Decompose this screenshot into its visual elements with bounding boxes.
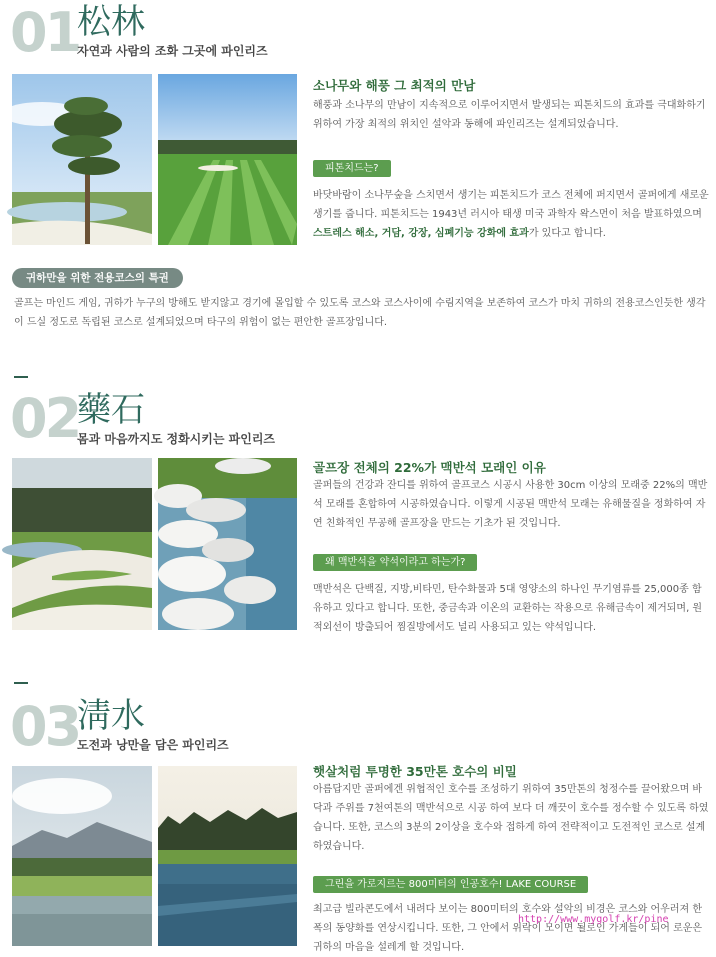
mountain-lake-photo bbox=[12, 766, 152, 946]
private-course-description: 골프는 마인드 게임, 귀하가 누구의 방해도 받지않고 경기에 몰입할 수 있도록 코스와 코스사이에 수림지역을 보존하여 코스가 마치 귀하의 전용코스인듯한 생각이 드실 정도로 독립된 코스로 설계되었으며 타구의 위험이 없는 편안한 골프장입니다. bbox=[14, 298, 706, 328]
section-description: 아름답지만 골퍼에겐 위협적인 호수를 조성하기 위하여 35만톤의 청정수를 끌어왔으며 바닥과 주위를 7천여톤의 맥반석으로 시공 하여 보다 더 깨끗이 호수를 정수할 수 있도록 하였습니다. 또한, 코스의 3분의 2이상을 호수와 접하게 하여 전략적이고 도전적인 코스로 설계하였습니다. bbox=[313, 784, 709, 852]
pine-tree-photo bbox=[12, 74, 152, 245]
section-subtitle: 자연과 사람의 조화 그곳에 파인리즈 bbox=[77, 44, 268, 58]
sand-bunker-photo bbox=[12, 458, 152, 630]
section-number: 01 bbox=[10, 1, 80, 64]
section-description: 해풍과 소나무의 만남이 지속적으로 이루어지면서 발생되는 피톤치드의 효과를 극대화하기 위하여 가장 최적의 위치인 설악과 동해에 파인리즈는 설계되었습니다. bbox=[313, 100, 706, 130]
private-course-pill: 귀하만을 위한 전용코스의 특권 bbox=[12, 268, 183, 288]
phytoncide-text: 바닷바람이 소나무숲을 스치면서 생기는 피톤치드가 코스 전체에 퍼지면서 골퍼에게 새로운 생기를 줍니다. 피톤치드는 1943년 러시아 태생 미국 과학자 왁스먼이 처음 발표하였으며 bbox=[313, 190, 709, 220]
section-heading: 햇살처럼 투명한 35만톤 호수의 비밀 bbox=[313, 764, 517, 779]
section-detail: 맥반석은 단백질, 지방,비타민, 탄수화물과 5대 영양소의 하나인 무기염류를 25,000종 함유하고 있다고 합니다. 또한, 중금속과 이온의 교환하는 작용으로 유해금속이 제거되며, 원적외선이 방출되어 찜질방에서도 널리 사용되고 있는 약석입니다. bbox=[313, 584, 703, 633]
section-clear-water bbox=[0, 678, 716, 953]
section-description: 골퍼들의 건강과 잔디를 위하여 골프코스 시공시 사용한 30cm 이상의 모래중 22%의 맥반석 모래를 혼합하여 시공하였습니다. 이렇게 시공된 맥반석 모래는 유해물질을 정화하여 자연 친화적인 무공해 골프장을 만드는 기초가 된 것입니다. bbox=[313, 480, 708, 529]
phytoncide-effects: 스트레스 해소, 거담, 강장, 심폐기능 강화에 효과 bbox=[313, 228, 529, 239]
fairway-stripes-photo bbox=[158, 74, 297, 245]
section-number: 03 bbox=[10, 695, 80, 758]
section-number: 02 bbox=[10, 387, 80, 450]
section-hanja-title: 淸水 bbox=[77, 696, 145, 736]
section-badge: 왜 맥반석을 약석이라고 하는가? bbox=[313, 554, 477, 571]
rocks-water-photo bbox=[158, 458, 297, 630]
section-subtitle: 몸과 마음까지도 정화시키는 파인리즈 bbox=[77, 432, 276, 446]
watermark-url: http://www.mygolf.kr/pine bbox=[518, 914, 669, 925]
section-heading: 골프장 전체의 22%가 맥반석 모래인 이유 bbox=[313, 460, 546, 475]
section-pine-forest bbox=[0, 0, 716, 340]
section-subtitle: 도전과 낭만을 담은 파인리즈 bbox=[77, 738, 229, 752]
section-badge: 피톤치드는? bbox=[313, 160, 391, 177]
section-medicine-stone bbox=[0, 372, 716, 642]
phytoncide-description bbox=[313, 186, 709, 243]
section-hanja-title: 松林 bbox=[77, 2, 145, 42]
section-heading: 소나무와 해풍 그 최적의 만남 bbox=[313, 78, 476, 93]
section-divider bbox=[14, 376, 28, 378]
section-divider bbox=[14, 682, 28, 684]
phytoncide-text-tail: 가 있다고 합니다. bbox=[528, 228, 606, 239]
lake-course-photo bbox=[158, 766, 297, 946]
section-badge: 그린을 가로지르는 800미터의 인공호수! LAKE COURSE bbox=[313, 876, 588, 893]
section-detail: 최고급 빌라콘도에서 내려다 보이는 800미터의 호수와 설악의 비경은 코스와 어우러져 한폭의 동양화를 연상시킵니다. 또한, 그 안에서 위락이 모이면 될로인 가게들이 되어 로운은 귀하의 마음을 설레게 할 것입니다. bbox=[313, 904, 703, 953]
section-hanja-title: 藥石 bbox=[77, 390, 145, 430]
